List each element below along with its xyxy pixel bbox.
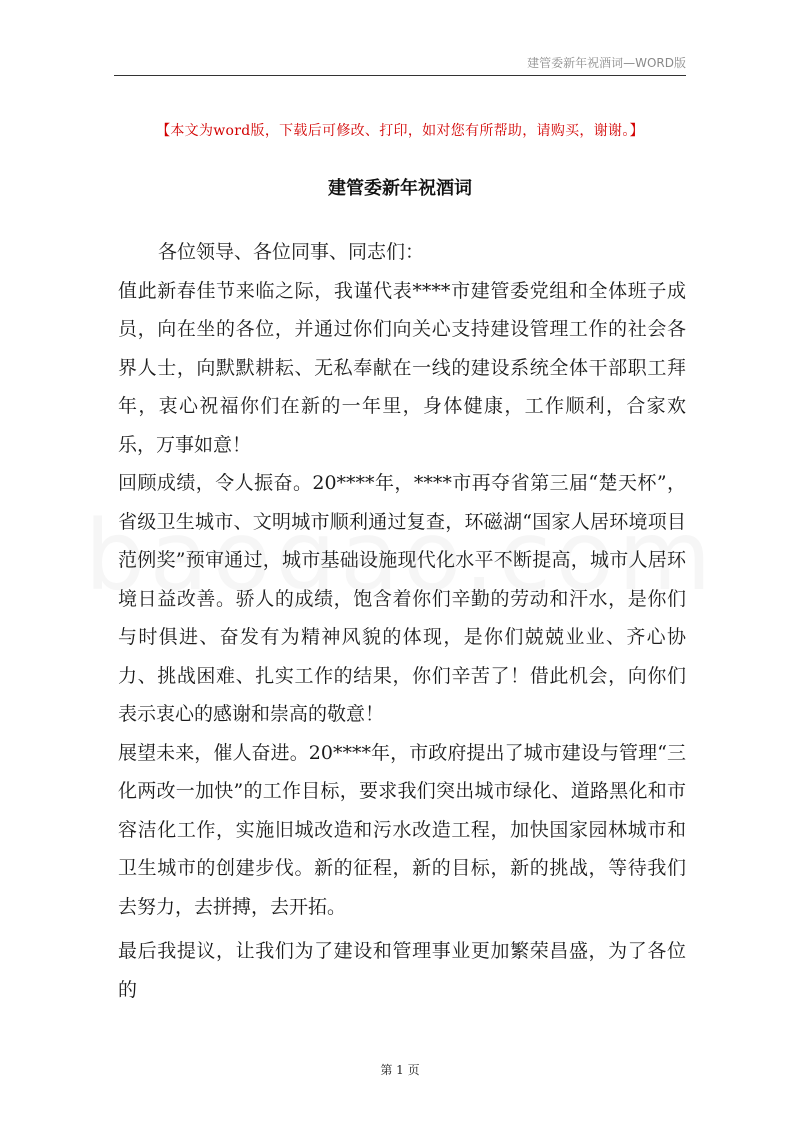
header-divider xyxy=(114,75,686,76)
document-title: 建管委新年祝酒词 xyxy=(328,178,472,199)
purchase-notice: 【本文为word版，下载后可修改、打印，如对您有所帮助，请购买，谢谢。】 xyxy=(156,123,644,139)
paragraph-toast: 最后我提议，让我们为了建设和管理事业更加繁荣昌盛，为了各位的 xyxy=(118,940,686,1001)
paragraph-outlook: 展望未来，催人奋进。20****年，市政府提出了城市建设与管理“三化两改一加快”的工作目标，要求我们突出城市绿化、道路黑化和市容洁化工作，实施旧城改造和污水改造工程，加快国家园林城市和卫生城市的创建步伐。新的征程，新的目标，新的挑战，等待我们去努力，去拼搏，去开拓。 xyxy=(118,741,686,918)
salutation: 各位领导、各位同事、同志们： xyxy=(158,241,425,263)
running-header: 建管委新年祝酒词—WORD版 xyxy=(527,56,686,70)
paragraph-greeting: 值此新春佳节来临之际，我谨代表****市建管委党组和全体班子成员，向在坐的各位，并通过你们向关心支持建设管理工作的社会各界人士，向默默耕耘、无私奉献在一线的建设系统全体干部职工拜年，衷心祝福你们在新的一年里，身体健康，工作顺利，合家欢乐，万事如意！ xyxy=(118,279,686,456)
document-body xyxy=(118,233,686,1009)
paragraph-review: 回顾成绩，令人振奋。20****年，****市再夺省第三届“楚天杯”，省级卫生城市、文明城市顺利通过复查，环磁湖“国家人居环境项目范例奖”预审通过，城市基础设施现代化水平不断提高，城市人居环境日益改善。骄人的成绩，饱含着你们辛勤的劳动和汗水，是你们与时俱进、奋发有为精神风貌的体现，是你们兢兢业业、齐心协力、挑战困难、扎实工作的结果，你们辛苦了！借此机会，向你们表示衷心的感谢和崇高的敬意！ xyxy=(118,472,686,725)
page-number: 第 1 页 xyxy=(380,1063,420,1077)
